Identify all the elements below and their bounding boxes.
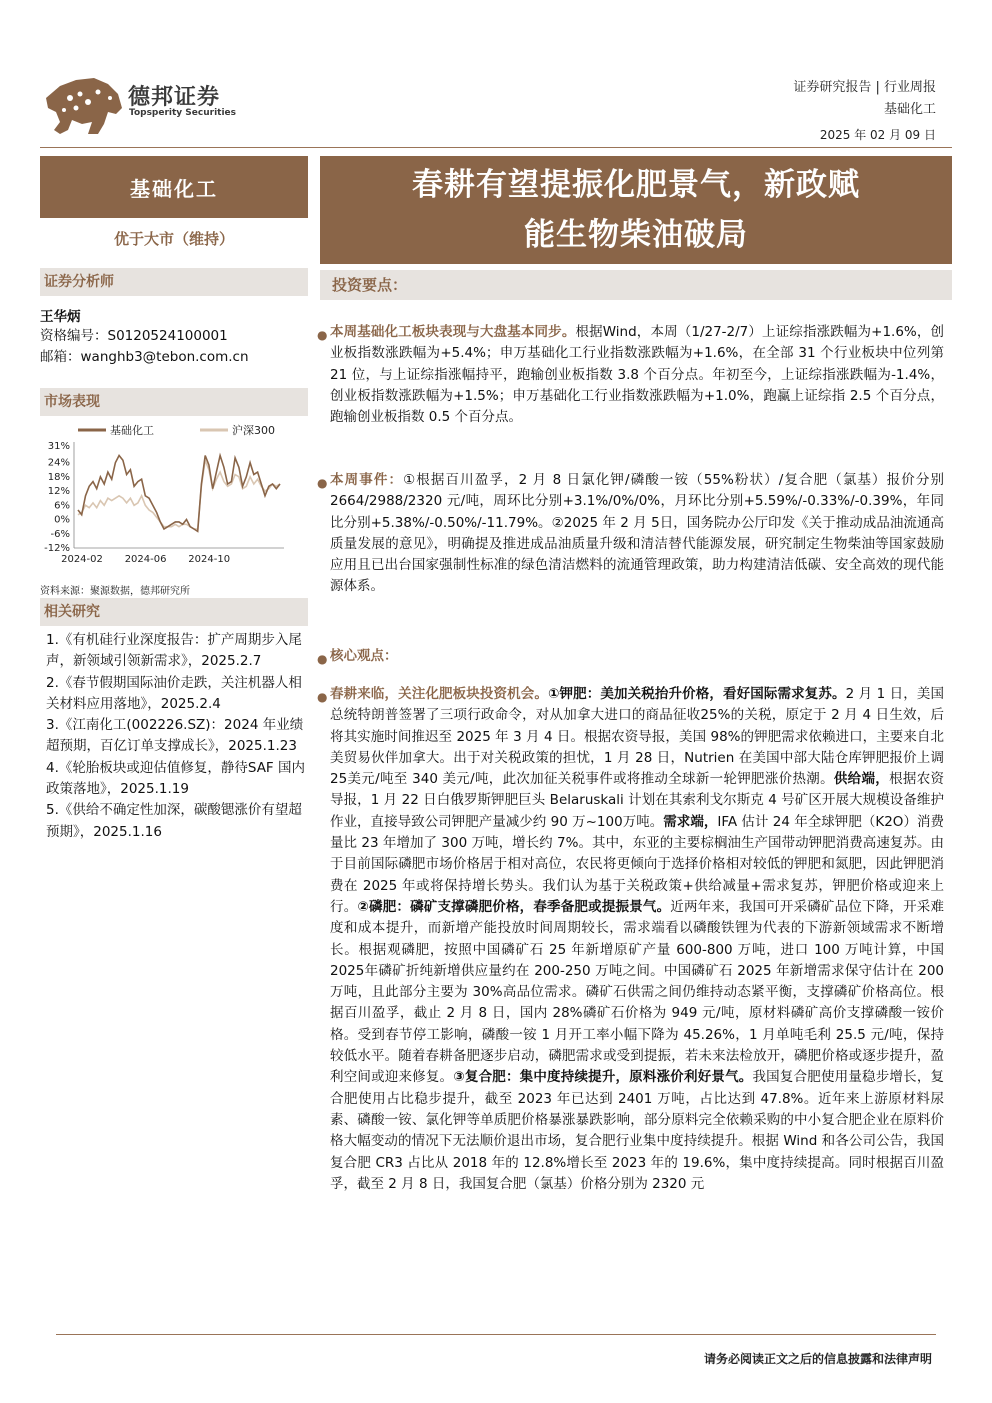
bullet-icon: ● — [317, 476, 328, 490]
y-tick-label: 24% — [47, 457, 70, 469]
bullet-icon: ● — [317, 328, 328, 342]
x-tick-label: 2024-02 — [61, 554, 103, 565]
para-body: 根据农资导报，1 月 22 日白俄罗斯钾肥巨头 Belaruskali 计划在其索利戈尔斯克 4 号矿区开展大规模设备维护作业，直接导致公司钾肥产量减少约 90 万~100万吨。 — [330, 771, 945, 830]
brand-name-en: Topsperity Securities — [129, 108, 236, 118]
para-body: 根据Wind，本周（1/27-2/7）上证综指涨跌幅为+1.6%，创业板指数涨跌幅为+5.4%；申万基础化工行业指数涨跌幅为+1.6%，在全部 31 个行业板块中位列第 21 位，与上证综指涨幅持平，跑输创业板指数 3.8 个百分点。年初至今，上证综指涨跌幅为-1.4%，创业板指数涨跌幅为+1.5%；申万基础化工行业指数涨跌幅为+1.0%，跑赢上证综指 2.5 个百分点，跑输创业板指数 0.5 个百分点。 — [330, 324, 945, 426]
chart-source: 资料来源：聚源数据，德邦研究所 — [40, 586, 190, 597]
y-tick-label: -6% — [50, 528, 70, 540]
report-date: 2025 年 02 月 09 日 — [819, 128, 936, 142]
brand-name: 德邦证券 — [128, 85, 221, 110]
related-item[interactable]: 5.《供给不确定性加深，碳酸锶涨价有望超预期》，2025.1.16 — [46, 802, 302, 840]
related-item[interactable]: 1.《有机硅行业深度报告：扩产周期步入尾声，新领域引领新需求》，2025.2.7 — [46, 632, 302, 670]
tebon-logo-icon — [42, 68, 124, 138]
disclaimer-note[interactable]: 请务必阅读正文之后的信息披露和法律声明 — [703, 1352, 932, 1366]
title-line-2: 能生物柴油破局 — [524, 217, 748, 253]
rating: 优于大市（维持） — [113, 230, 234, 248]
para-body: 2 月 1 日，美国总统特朗普签署了三项行政命令，对从加拿大进口的商品征收25%的关税，原定于 2 月 4 日生效，后将其实施时间推迟至 2025 年 3 月 4 日。根据农资导报，美国 98%的钾肥需求依赖进口，主要来自北美贸易伙伴加拿大。出于对关税政策的担忧，1 月 28 日，Nutrien 在美国中部大陆仓库钾肥报价上调 25美元/吨至 340 美元/吨，此次加征关税事件或将推动全球新一轮钾肥涨价热潮。 — [330, 686, 945, 788]
para-body: ①根据百川盈孚，2 月 8 日氯化钾/磷酸一铵（55%粉状）/复合肥（氯基）报价分别 2664/2988/2320 元/吨，周环比分别+3.1%/0%/0%，月环比分别+5.59%/-0.33%/-0.39%，年同比分别+5.38%/-0.50%/-11.79%。②2025 年 2 月 5日，国务院办公厅印发《关于推动成品油流通高质量发展的意见》，明确提及推进成品油质量升级和清洁替代能源发展，研究制定生物柴油等国家鼓励应用且已出台国家强制性标准的绿色清洁燃料的流通管理政策，助力构建清洁低碳、安全高效的现代能源体系。 — [330, 472, 945, 595]
y-tick-label: 0% — [54, 514, 70, 526]
analyst-heading: 证券分析师 — [40, 268, 308, 296]
market-heading: 市场表现 — [40, 388, 308, 416]
para-lead: 核心观点： — [330, 648, 398, 664]
para-core-views-heading — [317, 646, 944, 667]
para-body: IFA 估计 24 年全球钾肥（K2O）消费量比 23 年增加了 300 万吨，增长约 7%。其中，东亚的主要棕榈油生产国带动钾肥消费高速复苏。由于目前国际磷肥市场价格居于相对高位，农民将更倾向于选择价格相对较低的钾肥和氮肥，因此钾肥消费在 2025 年或将保持增长势头。我们认为基于关税政策+供给减量+需求复苏，钾肥价格或迎来上行。 — [330, 813, 944, 915]
bullet-icon: ● — [317, 652, 328, 666]
y-tick-label: 6% — [54, 500, 70, 512]
series-line — [78, 456, 280, 532]
legend-label: 基础化工 — [110, 424, 154, 437]
report-sector: 基础化工 — [883, 102, 936, 117]
related-item[interactable]: 2.《春节假期国际油价走跌，关注机器人相关材料应用落地》，2025.2.4 — [46, 674, 302, 712]
x-tick-label: 2024-10 — [188, 554, 231, 565]
para-fertilizer — [317, 684, 945, 1195]
y-tick-label: 31% — [47, 441, 70, 452]
demand-heading: 需求端， — [663, 813, 718, 830]
potash-heading: ①钾肥：美加关税抬升价格，看好国际需求复苏。 — [547, 686, 846, 702]
investment-highlights-heading: 投资要点： — [320, 270, 952, 300]
phosphate-heading: ②磷肥：磷矿支撑磷肥价格，春季备肥或提振景气。 — [357, 898, 671, 915]
header-divider — [40, 147, 952, 148]
para-body: 我国复合肥使用量稳步增长，复合肥使用占比稳步提升，截至 2023 年已达到 2401 万吨，占比达到 47.8%。近年来上游原材料尿素、磷酸一铵、氯化钾等单质肥价格暴涨暴跌影响，部分原料完全依赖采购的中小复合肥企业在原料价格大幅变动的情况下无法顺价退出市场，复合肥行业集中度持续提升。根据 Wind 和各公司公告，我国复合肥 CR3 占比从 2018 年的 12.8%增长至 2023 年的 19.6%，集中度持续提高。同时根据百川盈孚，截至 2 月 8 日，我国复合肥（氯基）价格分别为 2320 元 — [330, 1069, 945, 1192]
related-item[interactable]: 3.《江南化工(002226.SZ)：2024 年业绩超预期，百亿订单支撑成长》，2025.1.23 — [46, 717, 304, 755]
para-weekly-performance — [317, 322, 945, 428]
report-title — [320, 156, 952, 264]
related-list — [46, 630, 308, 843]
related-item[interactable]: 4.《轮胎板块或迎估值修复，静待SAF 国内政策落地》，2025.1.19 — [46, 759, 305, 798]
y-tick-label: 12% — [47, 486, 70, 498]
para-lead: 春耕来临，关注化肥板块投资机会。 — [330, 686, 548, 702]
report-type: 证券研究报告 | 行业周报 — [793, 80, 936, 95]
analyst-email[interactable]: 邮箱：wanghb3@tebon.com.cn — [40, 349, 249, 365]
para-weekly-events — [317, 470, 945, 598]
bullet-icon: ● — [317, 690, 328, 704]
x-tick-label: 2024-06 — [124, 554, 167, 565]
related-heading: 相关研究 — [40, 598, 308, 626]
footer-divider — [56, 1334, 936, 1335]
market-performance-chart — [40, 418, 310, 578]
para-lead: 本周基础化工板块表现与大盘基本同步。 — [330, 324, 576, 340]
title-line-1: 春耕有望提振化肥景气，新政赋 — [412, 167, 860, 203]
compound-heading: ③复合肥：集中度持续提升，原料涨价利好景气。 — [453, 1069, 753, 1086]
analyst-name: 王华炳 — [40, 309, 81, 325]
supply-heading: 供给端， — [833, 771, 890, 788]
y-tick-label: 18% — [47, 471, 70, 483]
para-lead: 本周事件： — [330, 472, 404, 488]
para-body: 近两年来，我国可开采磷矿品位下降，开采难度和成本提升，而新增产能投放时间周期较长，需求端看以磷酸铁锂为代表的下游新领域需求不断增长。根据观磷肥，按照中国磷矿石 25 年新增原矿产量 600-800 万吨，进口 100 万吨计算，中国 2025年磷矿折纯新增供应量约在 200-250 万吨之间。中国磷矿石 2025 年新增需求保守估计在 200 万吨，且此部分主要为 30%高品位需求。磷矿石供需之间仍维持动态紧平衡，支撑磷矿价格高位。根据百川盈孚，截止 2 月 8 日，国内 28%磷矿石价格为 949 元/吨，原材料磷矿高价支撑磷酸一铵价格。受到春节停工影响，磷酸一铵 1 月开工率小幅下降为 45.26%，1 月单吨毛利 25.5 元/吨，保持较低水平。随着春耕备肥逐步启动，磷肥需求或受到提振，若未来法检放开，磷肥价格或逐步提升，盈利空间或迎来修复。 — [330, 898, 944, 1086]
legend-label: 沪深300 — [232, 424, 275, 437]
y-tick-label: -12% — [44, 543, 70, 554]
series-line — [78, 460, 280, 529]
analyst-cert: 资格编号：S0120524100001 — [40, 328, 228, 344]
sector-title: 基础化工 — [40, 156, 308, 218]
